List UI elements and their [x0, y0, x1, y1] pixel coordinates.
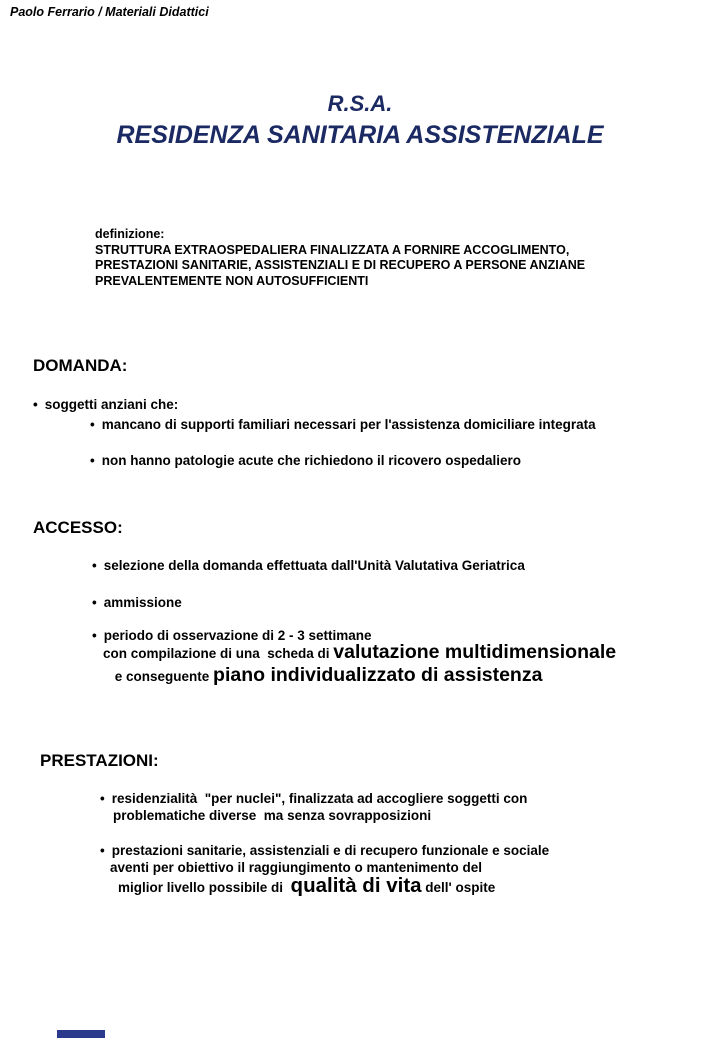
list-item — [92, 627, 372, 644]
list-item-continuation — [113, 807, 431, 824]
emphasis-line-suffix: dell' ospite — [421, 880, 496, 895]
emphasis-phrase: valutazione multidimensionale — [333, 641, 617, 663]
emphasis-line-prefix: miglior livello possibile di — [118, 880, 291, 895]
section-heading-domanda: DOMANDA: — [33, 356, 128, 375]
list-item-text: ammissione — [103, 595, 182, 610]
emphasis-phrase: qualità di vita — [290, 874, 422, 897]
bullet-icon: • — [100, 791, 105, 806]
emphasis-line-qualita — [118, 874, 496, 897]
definition-line: PREVALENTEMENTE NON AUTOSUFFICIENTI — [95, 273, 369, 288]
list-item-text: prestazioni sanitarie, assistenziali e di recupero funzionale e sociale — [111, 843, 550, 858]
bullet-icon: • — [92, 558, 97, 573]
emphasis-line-valutazione — [103, 641, 617, 663]
bullet-icon: • — [100, 843, 105, 858]
bullet-icon: • — [90, 453, 95, 468]
list-item-text: non hanno patologie acute che richiedono il ricovero ospedaliero — [101, 453, 522, 468]
title-acronym: R.S.A. — [327, 91, 393, 116]
list-item-text: selezione della domanda effettuata dall'Unità Valutativa Geriatrica — [103, 558, 525, 573]
list-item-text: residenzialità "per nuclei", finalizzata ad accogliere soggetti con — [111, 791, 528, 806]
emphasis-line-prefix: e conseguente — [111, 669, 214, 684]
list-item — [100, 842, 549, 859]
list-item-text: mancano di supporti familiari necessari per l'assistenza domiciliare integrata — [101, 417, 596, 432]
list-item-text: soggetti anziani che: — [44, 397, 179, 412]
list-item — [33, 396, 178, 413]
bullet-icon: • — [92, 628, 97, 643]
emphasis-line-piano — [111, 664, 543, 686]
bottom-accent-bar — [57, 1030, 105, 1038]
list-item-text: periodo di osservazione di 2 - 3 settimane — [103, 628, 372, 643]
bullet-icon: • — [33, 397, 38, 412]
definition-block — [95, 227, 585, 289]
list-item — [90, 452, 521, 469]
list-item-text: problematiche diverse ma senza sovrapposizioni — [113, 808, 432, 823]
page-title — [0, 88, 720, 151]
bullet-icon: • — [92, 595, 97, 610]
emphasis-line-prefix: con compilazione di una scheda di — [103, 646, 334, 661]
definition-line: PRESTAZIONI SANITARIE, ASSISTENZIALI E DI RECUPERO A PERSONE ANZIANE — [95, 258, 586, 272]
list-item — [90, 416, 596, 433]
title-full-name: RESIDENZA SANITARIA ASSISTENZIALE — [116, 121, 604, 149]
section-heading-accesso: ACCESSO: — [33, 518, 123, 537]
bullet-icon: • — [90, 417, 95, 432]
author-credit: Paolo Ferrario / Materiali Didattici — [10, 5, 209, 19]
definition-line: STRUTTURA EXTRAOSPEDALIERA FINALIZZATA A FORNIRE ACCOGLIMENTO, — [95, 242, 570, 257]
emphasis-phrase: piano individualizzato di assistenza — [213, 664, 543, 686]
definition-label: definizione: — [95, 227, 165, 241]
list-item — [92, 594, 182, 611]
list-item — [92, 557, 525, 574]
section-heading-prestazioni: PRESTAZIONI: — [40, 751, 159, 770]
list-item — [100, 790, 527, 807]
list-item-text: aventi per obiettivo il raggiungimento o mantenimento del — [110, 860, 483, 875]
